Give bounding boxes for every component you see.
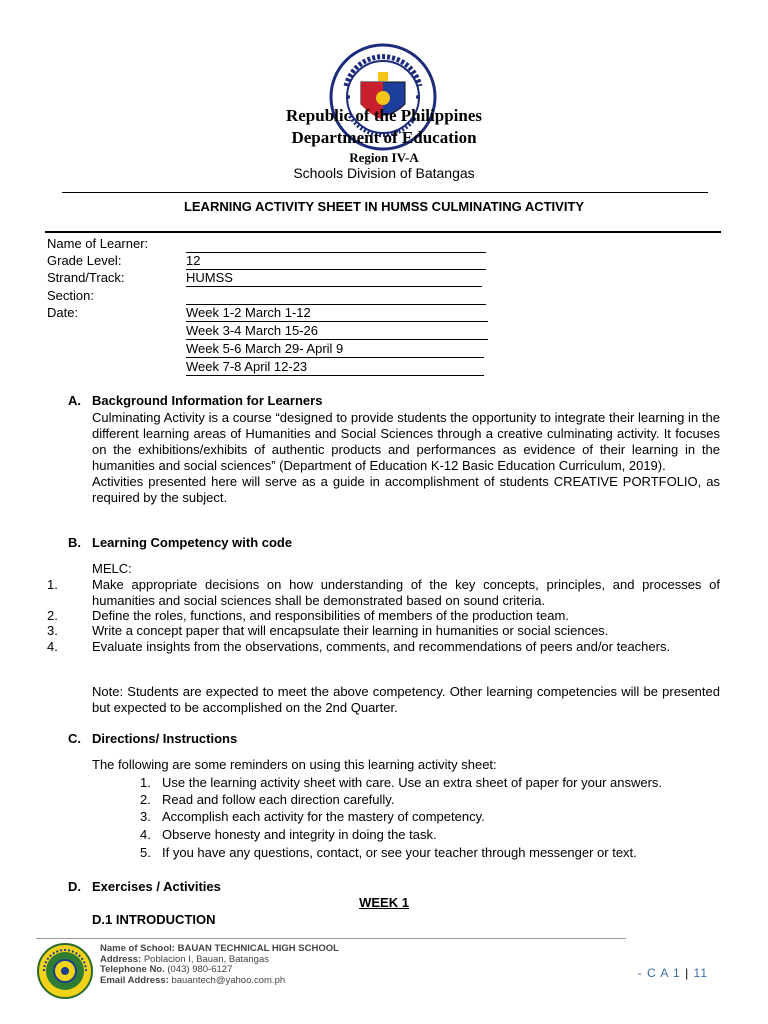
title-divider (45, 231, 721, 233)
section-d-title: Exercises / Activities (92, 879, 221, 894)
footer-address-value: Poblacion I, Bauan, Batangas (143, 953, 270, 965)
section-a-para-2: Activities presented here will serve as a guide in accomplishment of students CREATIVE PORTFOLIO, as required by the subject. (92, 474, 720, 505)
footer-email-label: Email Address: (100, 974, 169, 986)
competency-num-2: 2. (47, 608, 58, 623)
section-b-title: Learning Competency with code (92, 535, 293, 550)
competency-text-1: Make appropriate decisions on how understanding of the key concepts, principles, and processes of humanities and social sciences shall be demonstrated based on sound criteria. (92, 577, 720, 608)
direction-text-1: Use the learning activity sheet with care. Use an extra sheet of paper for your answers. (162, 775, 663, 790)
header-republic: Republic of the Philippines (285, 106, 482, 125)
strand-field[interactable]: HUMSS (186, 269, 482, 287)
competency-text-4: Evaluate insights from the observations, comments, and recommendations of peers and/or teachers. (92, 639, 671, 654)
direction-item-5 (140, 845, 637, 861)
page-current: 1 (673, 966, 681, 980)
date-week-7-8[interactable]: Week 7-8 April 12-23 (186, 358, 484, 376)
footer-phone-label: Telephone No. (100, 964, 165, 975)
competency-num-1: 1. (47, 577, 58, 592)
sheet-title: LEARNING ACTIVITY SHEET IN HUMSS CULMINATING ACTIVITY (183, 199, 585, 214)
grade-field[interactable]: 12 (186, 252, 486, 270)
section-c-title: Directions/ Instructions (92, 731, 238, 746)
competency-num-3: 3. (47, 623, 58, 638)
section-a-heading (68, 393, 322, 408)
date-label: Date: (47, 305, 79, 320)
competency-text-2: Define the roles, functions, and responsibilities of members of the production team. (92, 608, 569, 623)
school-logo-icon (36, 942, 94, 1000)
page-total: 11 (693, 966, 708, 980)
grade-label: Grade Level: (47, 253, 122, 268)
competency-item-2 (47, 608, 720, 624)
section-a-letter: A. (68, 393, 81, 408)
section-a-title: Background Information for Learners (92, 393, 323, 408)
page-separator: | (685, 966, 690, 980)
section-c-letter: C. (68, 731, 81, 746)
direction-text-4: Observe honesty and integrity in doing the task. (162, 827, 437, 842)
melc-label: MELC: (92, 561, 132, 576)
directions-intro: The following are some reminders on using this learning activity sheet: (92, 757, 497, 772)
section-a-para-1: Culminating Activity is a course “designed to provide students the opportunity to integrate their learning in the different learning areas of Humanities and Social Sciences through a creative culminating activity. It focuses on the exhibitions/exhibits of authentic products and performances as evidence of their learning in the humanities and social sciences” (Department of Education K-12 Basic Education Curriculum, 2019). (92, 410, 720, 473)
header-region: Region IV-A (349, 150, 419, 165)
footer-email-value: bauantech@yahoo.com.ph (171, 974, 286, 986)
footer-address-label: Address: (100, 953, 142, 965)
section-d-letter: D. (68, 879, 81, 894)
footer-school-value: BAUAN TECHNICAL HIGH SCHOOL (177, 943, 339, 954)
page-number (638, 966, 708, 980)
section-b-heading (68, 535, 292, 550)
direction-num-1: 1. (140, 775, 151, 790)
footer-phone-value: (043) 980-6127 (167, 964, 233, 975)
name-label: Name of Learner: (47, 236, 149, 251)
section-label: Section: (47, 288, 94, 303)
header-department: Department of Education (291, 128, 477, 147)
competency-item-4 (47, 639, 720, 655)
direction-item-1 (140, 775, 662, 791)
footer-divider (36, 938, 626, 939)
direction-num-2: 2. (140, 792, 151, 807)
direction-text-3: Accomplish each activity for the mastery of competency. (162, 809, 485, 824)
section-b-letter: B. (68, 535, 81, 550)
direction-num-5: 5. (140, 845, 151, 860)
header-division: Schools Division of Batangas (293, 165, 475, 181)
header-divider (62, 192, 708, 193)
name-field[interactable] (186, 235, 486, 253)
competency-num-4: 4. (47, 639, 58, 654)
section-a-body (92, 410, 720, 506)
week-1-heading: WEEK 1 (359, 895, 409, 910)
competency-note: Note: Students are expected to meet the above competency. Other learning competencies will be presented but expected to be accomplished on the 2nd Quarter. (92, 684, 720, 715)
footer-email-line (100, 976, 339, 987)
page-prefix: - C A (637, 966, 669, 980)
section-c-heading (68, 731, 237, 746)
strand-label: Strand/Track: (47, 270, 125, 285)
direction-item-3 (140, 809, 485, 825)
direction-num-3: 3. (140, 809, 151, 824)
d1-introduction-heading: D.1 INTRODUCTION (92, 912, 216, 927)
date-week-5-6[interactable]: Week 5-6 March 29- April 9 (186, 340, 484, 358)
competency-item-1 (47, 577, 720, 609)
section-field[interactable] (186, 287, 486, 305)
date-week-1-2[interactable]: Week 1-2 March 1-12 (186, 304, 488, 322)
section-d-heading (68, 879, 221, 894)
direction-text-5: If you have any questions, contact, or see your teacher through messenger or text. (162, 845, 637, 860)
direction-item-4 (140, 827, 437, 843)
competency-text-3: Write a concept paper that will encapsulate their learning in humanities or social sciences. (92, 623, 609, 638)
direction-num-4: 4. (140, 827, 151, 842)
date-week-3-4[interactable]: Week 3-4 March 15-26 (186, 322, 488, 340)
footer-school-label: Name of School: (100, 943, 175, 954)
direction-item-2 (140, 792, 394, 808)
footer-school-info (100, 944, 339, 986)
competency-item-3 (47, 623, 720, 639)
direction-text-2: Read and follow each direction carefully. (162, 792, 395, 807)
